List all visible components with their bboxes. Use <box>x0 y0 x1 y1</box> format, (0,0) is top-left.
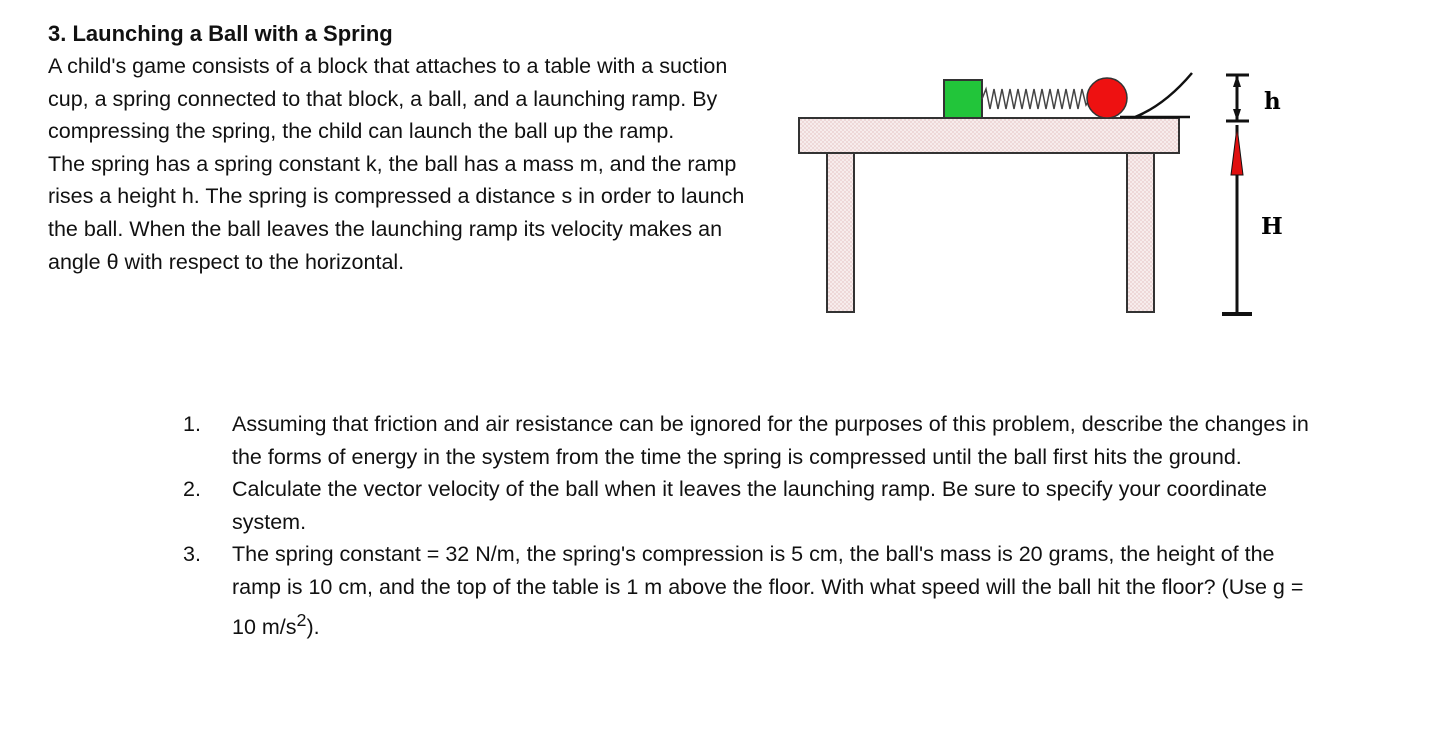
height-H-marker <box>1222 125 1252 314</box>
question-text-end: ). <box>306 614 320 639</box>
label-h: h <box>1264 88 1281 115</box>
intro-paragraph-variables: The spring has a spring constant k, the ball has a mass m, and the ramp rises a height h. The spring is compressed a distance s in order to launch the ball. When the ball leaves the launching ramp its velocity makes an angle θ with respect to the horizontal. <box>48 151 745 274</box>
problem-intro <box>48 50 768 278</box>
question-text: Assuming that friction and air resistance can be ignored for the purposes of this problem, describe the changes in the forms of energy in the system from the time the spring is compressed until the ball first hits the ground. <box>232 412 1309 469</box>
question-item <box>180 473 1320 538</box>
table-top <box>799 118 1179 153</box>
table-leg-left <box>827 153 854 312</box>
ball <box>1087 78 1127 118</box>
question-number: 1. <box>183 412 201 436</box>
suction-block <box>944 80 982 118</box>
spring <box>982 89 1090 109</box>
question-item <box>180 538 1320 643</box>
question-item <box>180 408 1320 473</box>
problem-title: 3. Launching a Ball with a Spring <box>48 21 393 46</box>
intro-paragraph-setup: A child's game consists of a block that attaches to a table with a suction cup, a spring connected to that block, a ball, and a launching ramp. By compressing the spring, the child can launch the ball up the ramp. <box>48 54 728 144</box>
squared-superscript: 2 <box>296 609 307 630</box>
launching-ramp <box>1120 73 1192 117</box>
question-number: 3. <box>183 542 201 567</box>
label-H: H <box>1261 213 1283 240</box>
table-leg-right <box>1127 153 1154 312</box>
launcher-diagram <box>790 65 1290 325</box>
height-h-marker <box>1226 75 1249 121</box>
question-number: 2. <box>183 477 201 502</box>
question-text <box>232 542 1303 638</box>
question-list <box>180 408 1320 643</box>
question-text-main: The spring constant = 32 N/m, the spring's compression is 5 cm, the ball's mass is 20 grams, the height of the ramp is 10 cm, and the top of the table is 1 m above the floor. With what speed will the ball hit the floor? (Use g = 10 m/s <box>232 542 1304 639</box>
question-text: Calculate the vector velocity of the ball when it leaves the launching ramp. Be sure to specify your coordinate system. <box>232 477 1267 534</box>
